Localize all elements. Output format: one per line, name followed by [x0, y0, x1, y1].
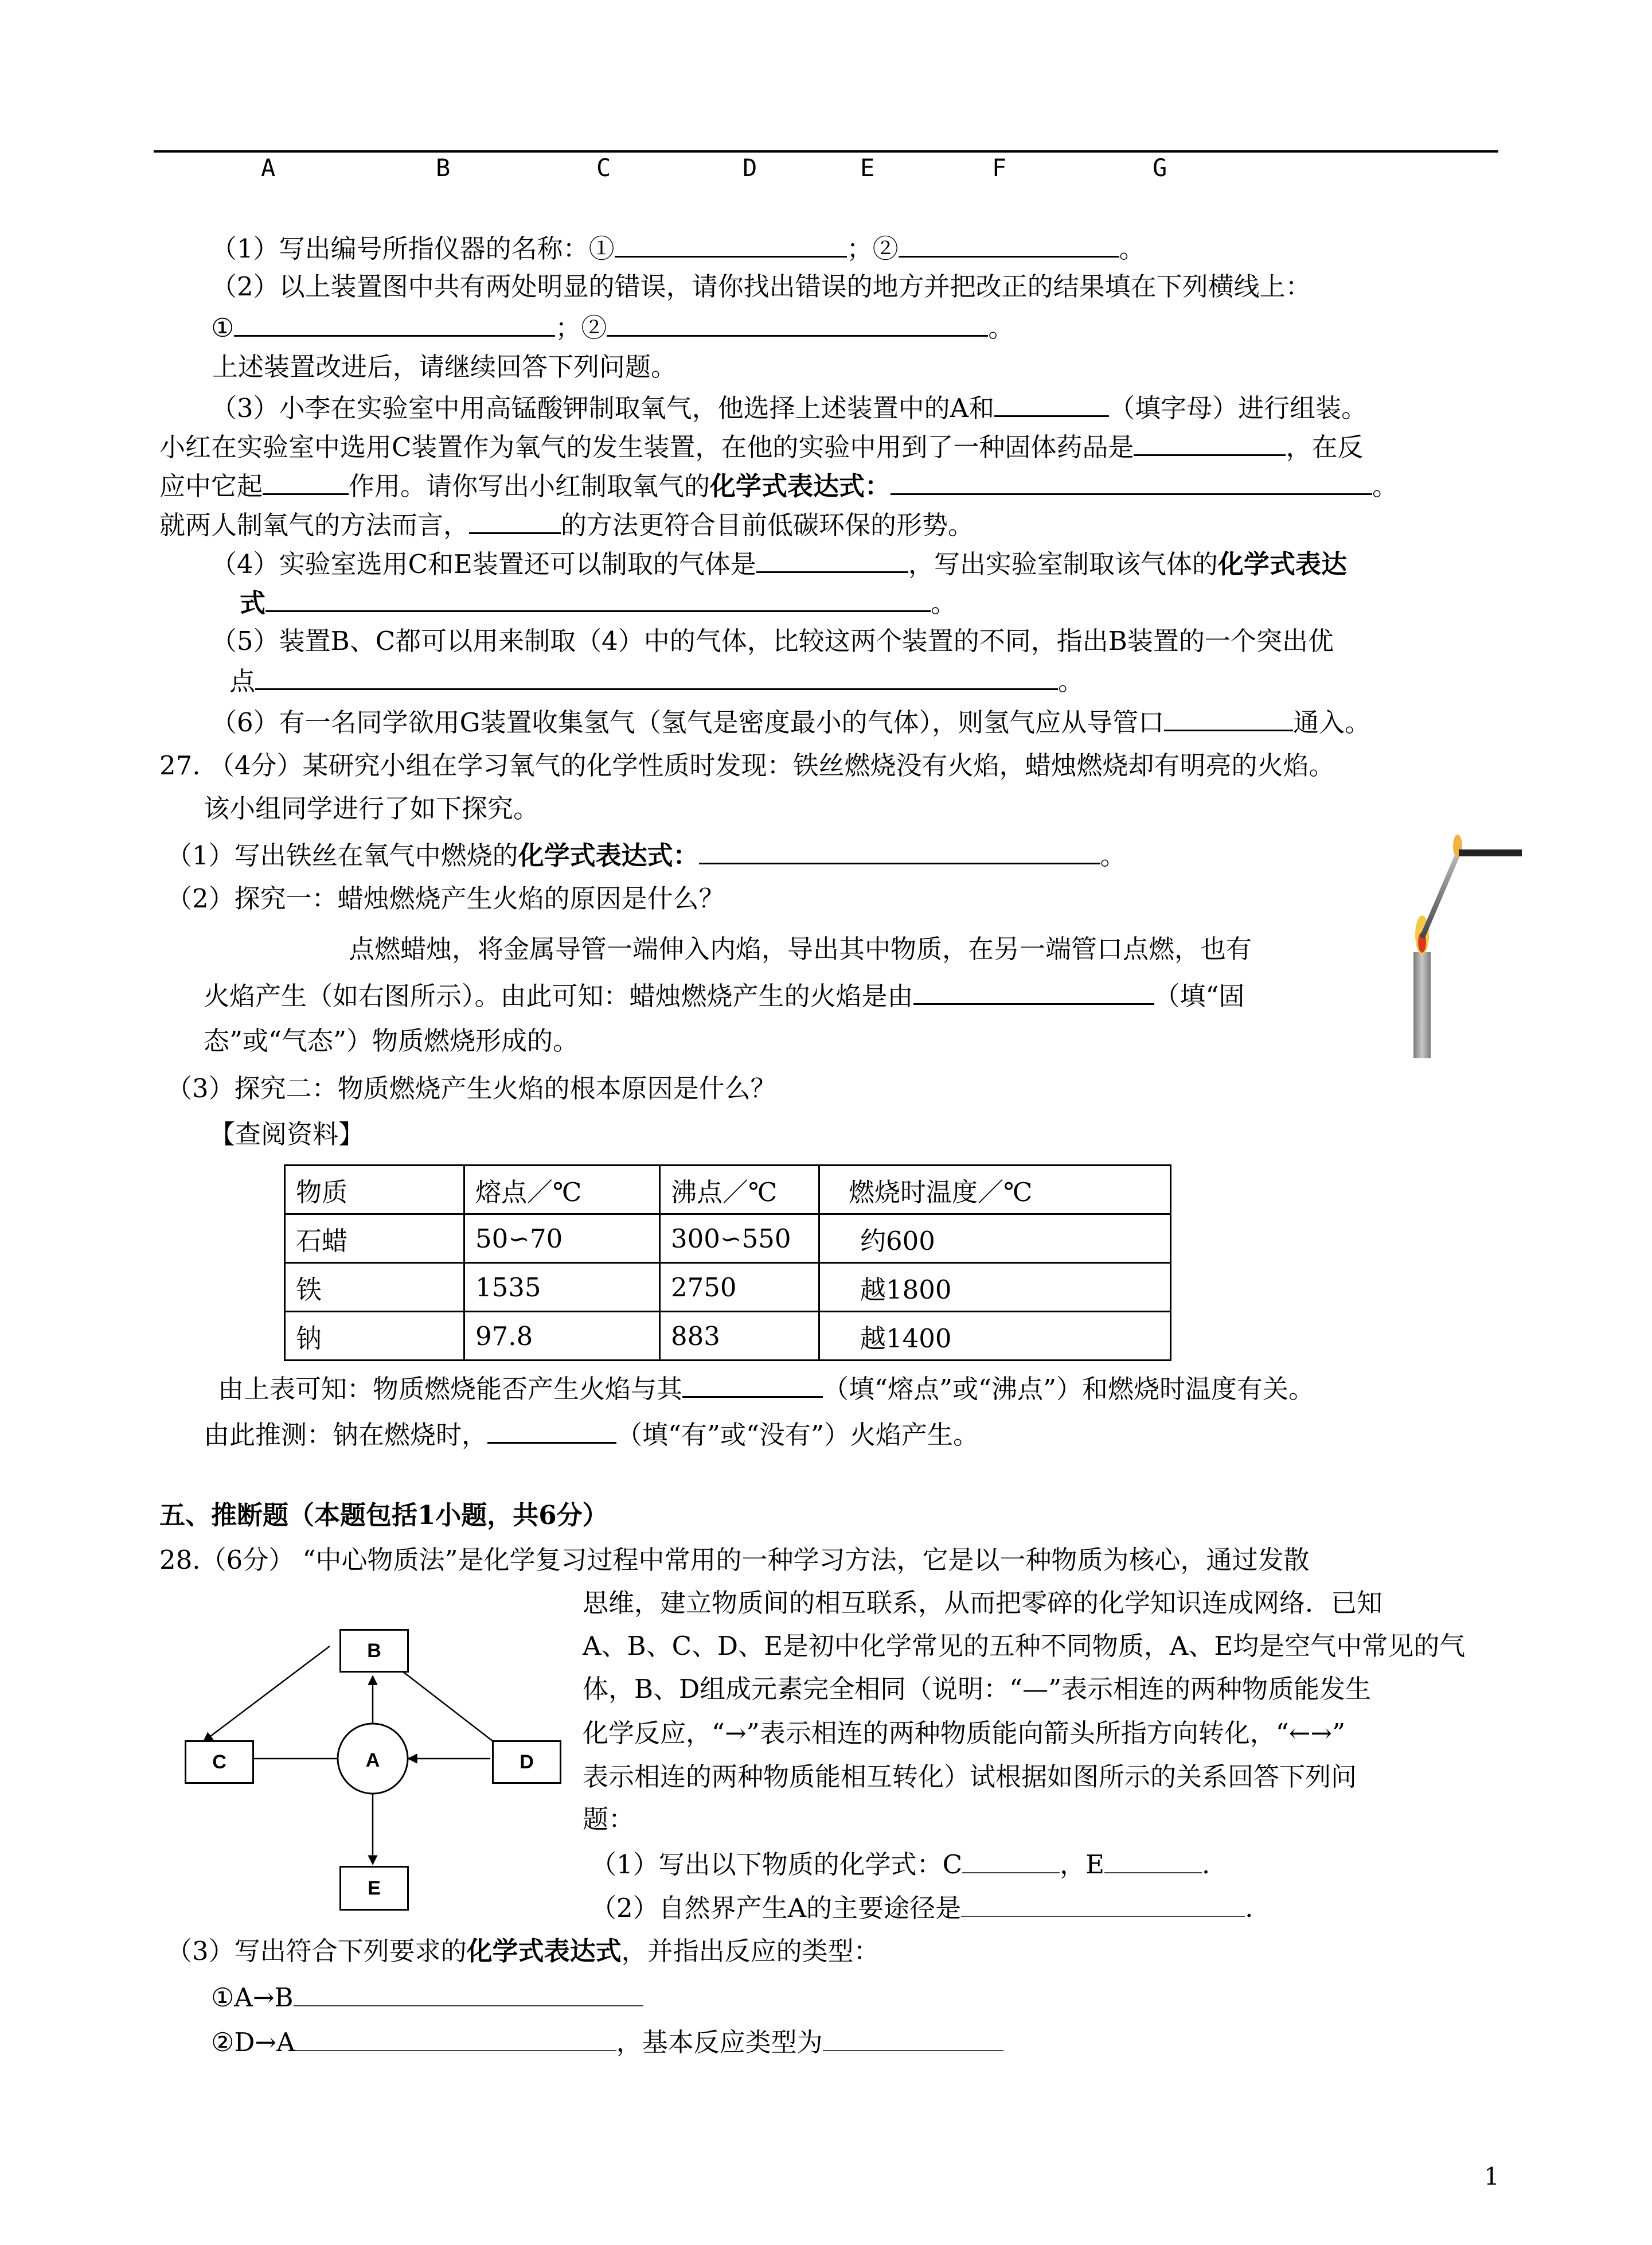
q28-stem-3: A、B、C、D、E是初中化学常见的五种不同物质，A、E均是空气中常见的气 — [583, 1631, 1466, 1661]
q26-5b: 点 。 — [229, 663, 1084, 699]
q26-3c: 应中它起 作用。请你写出小红制取氧气的化学式表达式： 。 — [159, 468, 1398, 504]
section-heading: 五、推断题（本题包括1小题，共6分） — [159, 1500, 608, 1530]
answer-blank[interactable] — [994, 390, 1109, 417]
table-header: 物质 — [285, 1166, 464, 1214]
table-cell: 石蜡 — [285, 1214, 464, 1263]
q28-1: （1）写出以下物质的化学式：C ，E . — [591, 1847, 1210, 1882]
q28-stem-4: 体，B、D组成元素完全相同（说明：“—”表示相连的两种物质能发生 — [583, 1674, 1372, 1704]
answer-blank[interactable] — [913, 978, 1154, 1005]
answer-blank[interactable] — [899, 231, 1119, 258]
table-header-row — [285, 1166, 1171, 1214]
answer-blank[interactable] — [234, 310, 555, 337]
q28-stem-5: 化学反应，“→”表示相连的两种物质能向箭头所指方向转化，“←→” — [583, 1718, 1346, 1748]
q28-stem-6: 表示相连的两种物质能相互转化）试根据如图所示的关系回答下列问 — [583, 1761, 1357, 1792]
q26-3b: 小红在实验室中选用C装置作为氧气的发生装置，在他的实验中用到了一种固体药品是 ，在反 — [159, 429, 1363, 465]
table-cell: 约600 — [819, 1214, 1171, 1263]
answer-blank[interactable] — [961, 1891, 1245, 1917]
apparatus-label-c: C — [596, 154, 611, 182]
node-b: B — [339, 1629, 409, 1673]
answer-blank[interactable] — [469, 507, 561, 534]
answer-blank[interactable] — [1134, 429, 1286, 456]
table-cell: 越1800 — [819, 1263, 1171, 1312]
table-row — [285, 1312, 1171, 1361]
candle-figure — [1399, 829, 1522, 1061]
q26-6: （6）有一名同学欲用G装置收集氢气（氢气是密度最小的气体），则氢气应从导管口 通入。 — [211, 704, 1370, 740]
q27-1: （1）写出铁丝在氧气中燃烧的化学式表达式： 。 — [166, 837, 1126, 873]
q26-note: 上述装置改进后，请继续回答下列问题。 — [212, 352, 677, 382]
metal-tube — [1422, 855, 1458, 938]
top-rule — [154, 150, 1498, 153]
q27-2-body-3: 态”或“气态”）物质燃烧形成的。 — [204, 1026, 579, 1056]
q27-2-body-2: 火焰产生（如右图所示）。由此可知：蜡烛燃烧产生的火焰是由 （填“固 — [204, 978, 1245, 1014]
table-cell: 1535 — [464, 1263, 660, 1312]
answer-blank[interactable] — [294, 1980, 643, 2006]
q28-3-r1: ①A→B — [211, 1980, 643, 2015]
table-cell: 越1400 — [819, 1312, 1171, 1361]
table-cell: 铁 — [285, 1263, 464, 1312]
q28-stem-1: 28.（6分） “中心物质法”是化学复习过程中常用的一种学习方法，它是以一种物质为核心，通过发散 — [159, 1545, 1310, 1575]
answer-blank[interactable] — [699, 837, 1100, 864]
node-d: D — [492, 1740, 561, 1784]
candle-body — [1413, 952, 1431, 1058]
q26-4a: （4）实验室选用C和E装置还可以制取的气体是 ，写出实验室制取该气体的化学式表达 — [211, 546, 1347, 582]
node-c: C — [185, 1740, 254, 1784]
answer-blank[interactable] — [756, 546, 908, 573]
apparatus-label-a: A — [261, 154, 276, 182]
table-header: 燃烧时温度／℃ — [819, 1166, 1171, 1214]
melting-point-table — [284, 1164, 1171, 1361]
q28-stem-7: 题： — [583, 1804, 635, 1834]
apparatus-label-g: G — [1153, 154, 1167, 182]
answer-blank[interactable] — [1164, 704, 1293, 731]
q26-5a: （5）装置B、C都可以用来制取（4）中的气体，比较这两个装置的不同，指出B装置的一个突出优 — [211, 626, 1334, 656]
answer-blank[interactable] — [607, 310, 988, 337]
reference-heading: 【查阅资料】 — [209, 1119, 365, 1149]
q28-3: （3）写出符合下列要求的化学式表达式，并指出反应的类型： — [166, 1936, 880, 1966]
q26-3a: （3）小李在实验室中用高锰酸钾制取氧气，他选择上述装置中的A和 （填字母）进行组装。 — [211, 390, 1367, 426]
answer-blank[interactable] — [265, 585, 931, 612]
q27-stem-2: 该小组同学进行了如下探究。 — [204, 793, 540, 824]
q27-3: （3）探究二：物质燃烧产生火焰的根本原因是什么？ — [166, 1073, 776, 1104]
apparatus-label-b: B — [436, 154, 451, 182]
q26-4b: 式 。 — [240, 585, 956, 621]
table-row — [285, 1263, 1171, 1312]
answer-blank[interactable] — [487, 1417, 616, 1444]
answer-blank[interactable] — [263, 468, 349, 495]
q28-3-r2: ②D→A ，基本反应类型为 — [211, 2025, 1003, 2060]
q28-2: （2）自然界产生A的主要途径是 . — [591, 1891, 1253, 1926]
table-cell: 300∽550 — [660, 1214, 819, 1263]
answer-blank[interactable] — [682, 1371, 823, 1398]
q28-stem-2: 思维，建立物质间的相互联系，从而把零碎的化学知识连成网络．已知 — [583, 1588, 1383, 1618]
answer-blank[interactable] — [823, 2025, 1003, 2051]
q26-3d: 就两人制氧气的方法而言， 的方法更符合目前低碳环保的形势。 — [159, 507, 974, 543]
answer-blank[interactable] — [962, 1847, 1060, 1873]
node-e: E — [339, 1866, 409, 1911]
arrow-b-to-c — [204, 1646, 330, 1741]
q26-2-blanks: ① ；② 。 — [211, 310, 1014, 345]
page-number: 1 — [1484, 2162, 1499, 2191]
q27-2: （2）探究一：蜡烛燃烧产生火焰的原因是什么？ — [166, 883, 725, 914]
answer-blank[interactable] — [1104, 1847, 1202, 1873]
q27-3-conclusion: 由上表可知：物质燃烧能否产生火焰与其 （填“熔点”或“沸点”）和燃烧时温度有关。 — [218, 1371, 1314, 1406]
q27-stem: 27. （4分）某研究小组在学习氧气的化学性质时发现：铁丝燃烧没有火焰，蜡烛燃烧却有明亮的火焰。 — [159, 750, 1335, 781]
table-cell: 97.8 — [464, 1312, 660, 1361]
table-cell: 883 — [660, 1312, 819, 1361]
answer-blank[interactable] — [295, 2025, 616, 2051]
table-cell: 50∽70 — [464, 1214, 660, 1263]
clamp-rod — [1459, 849, 1522, 856]
apparatus-label-d: D — [743, 154, 757, 182]
q26-2: （2）以上装置图中共有两处明显的错误，请你找出错误的地方并把改正的结果填在下列横线上： — [211, 271, 1311, 302]
table-header: 沸点／℃ — [660, 1166, 819, 1214]
apparatus-label-e: E — [860, 154, 875, 182]
q27-2-body: 点燃蜡烛，将金属导管一端伸入内焰，导出其中物质，在另一端管口点燃，也有 — [349, 934, 1252, 964]
answer-blank[interactable] — [615, 231, 847, 258]
apparatus-label-f: F — [992, 154, 1007, 182]
table-header: 熔点／℃ — [464, 1166, 660, 1214]
q27-3-inference: 由此推测：钠在燃烧时， （填“有”或“没有”）火焰产生。 — [204, 1417, 979, 1452]
q26-1: （1）写出编号所指仪器的名称：① ；② 。 — [211, 231, 1145, 266]
answer-blank[interactable] — [891, 468, 1372, 495]
table-cell: 钠 — [285, 1312, 464, 1361]
node-a: A — [365, 1749, 380, 1771]
answer-blank[interactable] — [255, 663, 1058, 690]
table-row — [285, 1214, 1171, 1263]
table-cell: 2750 — [660, 1263, 819, 1312]
